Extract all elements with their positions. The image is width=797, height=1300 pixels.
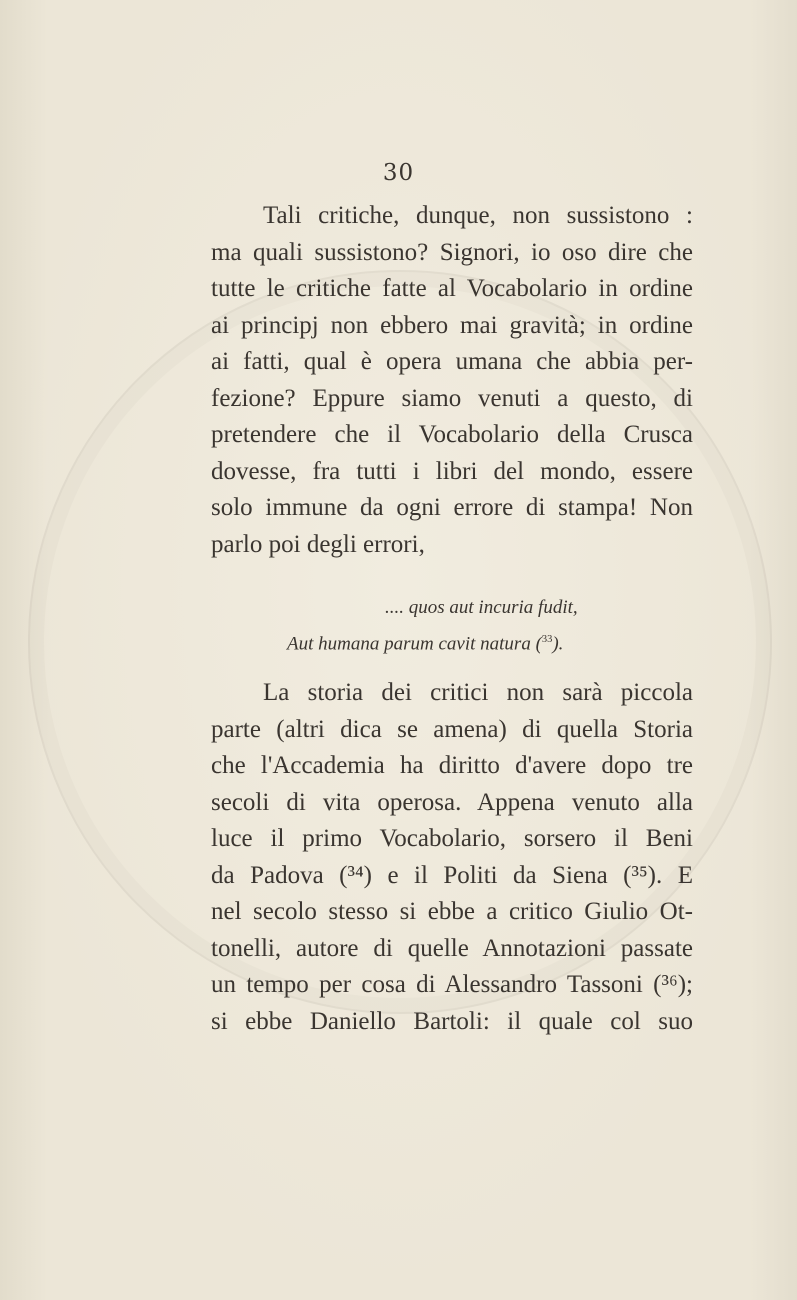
footnote-ref: 33 <box>541 634 553 645</box>
paragraph-2 <box>211 675 693 1040</box>
page-number: 30 <box>382 160 415 186</box>
text-line: fezione? Eppure siamo venuti a questo, di <box>211 384 693 412</box>
text-line: dovesse, fra tutti i libri del mondo, essere <box>211 457 693 485</box>
quote-text: Aut humana parum cavit natura ( <box>287 633 542 655</box>
quote-close: ). <box>552 633 564 655</box>
text-line: secoli di vita operosa. Appena venuto alla <box>211 788 693 816</box>
text-line: La storia dei critici non sarà piccola <box>263 679 693 706</box>
text-line: Tali critiche, dunque, non sussistono : <box>263 202 693 229</box>
text-line: nel secolo stesso si ebbe a critico Giulio Ot- <box>211 898 693 925</box>
text-line: pretendere che il Vocabolario della Crusca <box>211 421 693 448</box>
text-line: si ebbe Daniello Bartoli: il quale col suo <box>211 1007 693 1035</box>
quote-line: .... quos aut incuria fudit, <box>385 597 578 618</box>
latin-quotation <box>211 592 693 656</box>
text-line: solo immune da ogni errore di stampa! Non <box>211 494 693 521</box>
text-line: tutte le critiche fatte al Vocabolario in ordine <box>211 275 693 302</box>
text-line: che l'Accademia ha diritto d'avere dopo tre <box>211 752 693 779</box>
text-line: tonelli, autore di quelle Annotazioni passate <box>211 934 693 962</box>
text-line: ai principj non ebbero mai gravità; in ordine <box>211 311 693 339</box>
text-line: ai fatti, qual è opera umana che abbia per- <box>211 348 693 375</box>
paragraph-1 <box>211 198 693 563</box>
text-line: luce il primo Vocabolario, sorsero il Beni <box>211 825 693 852</box>
text-line: un tempo per cosa di Alessandro Tassoni (³⁶); <box>211 971 693 998</box>
text-line: parlo poi degli errori, <box>211 530 425 558</box>
quote-line <box>211 624 693 656</box>
text-line: da Padova (³⁴) e il Politi da Siena (³⁵). E <box>211 861 693 889</box>
text-line: ma quali sussistono? Signori, io oso dire che <box>211 238 693 266</box>
text-line: parte (altri dica se amena) di quella Storia <box>211 715 693 743</box>
